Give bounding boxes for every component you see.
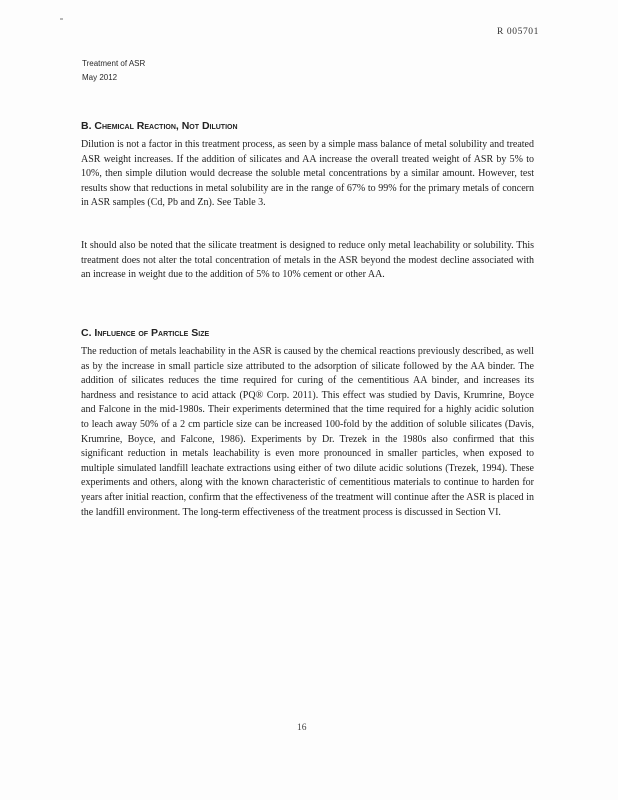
section-c-paragraph-1: The reduction of metals leachability in the ASR is caused by the chemical reactions previously described, as well as by the increase in small particle size attributed to the adsorption of silicate followed by the AA binder. The addition of silicates reduces the time required for curing of the cementitious AA binder, and increases its hardness and resistance to acid attack (PQ® Corp. 2011). This effect was studied by Davis, Krumrine, Boyce and Falcone in the mid-1980s. Their experiments determined that the time required for a highly acidic solution to leach away 50% of a 2 cm particle size can be increased 100-fold by the addition of soluble silicates (Davis, Krumrine, Boyce, and Falcone, 1986). Experiments by Dr. Trezek in the 1980s also confirmed that this significant reduction in metals leachability is even more pronounced in smaller particles, when exposed to multiple simulated landfill leachate extractions using either of two dilute acidic solutions (Trezek, 1994). These experiments and others, along with the known characteristic of cementitious materials to continue to harden for years after initial reaction, confirm that the effectiveness of the treatment will continue after the ASR is placed in the landfill environment. The long-term effectiveness of the treatment process is discussed in Section VI. xyxy=(81,346,534,518)
header-title: Treatment of ASR xyxy=(82,59,146,68)
section-b-letter: B. xyxy=(81,120,95,132)
scan-artifact xyxy=(60,18,63,20)
section-b-heading xyxy=(81,120,238,132)
section-c-letter: C. xyxy=(81,327,95,339)
section-c-heading xyxy=(81,327,209,339)
bates-number: R 005701 xyxy=(497,27,540,37)
page-number: 16 xyxy=(297,723,307,733)
document-header xyxy=(82,57,145,85)
section-c-title: Influence of Particle Size xyxy=(94,327,210,339)
header-date: May 2012 xyxy=(82,73,118,82)
section-b-paragraph-1: Dilution is not a factor in this treatment process, as seen by a simple mass balance of metal solubility and treated ASR weight increases. If the addition of silicates and AA increase the overall treated weight of ASR by 5% to 10%, then simple dilution would decrease the soluble metal concentrations by a similar amount. However, test results show that reductions in metal solubility are in the range of 67% to 99% for the primary metals of concern in ASR samples (Cd, Pb and Zn). See Table 3. xyxy=(81,139,534,209)
section-b-paragraph-2: It should also be noted that the silicate treatment is designed to reduce only metal leachability or solubility. This treatment does not alter the total concentration of metals in the ASR beyond the modest decline associated with an increase in weight due to the addition of 5% to 10% cement or other AA. xyxy=(81,240,534,281)
section-b-title: Chemical Reaction, Not Dilution xyxy=(94,120,238,132)
